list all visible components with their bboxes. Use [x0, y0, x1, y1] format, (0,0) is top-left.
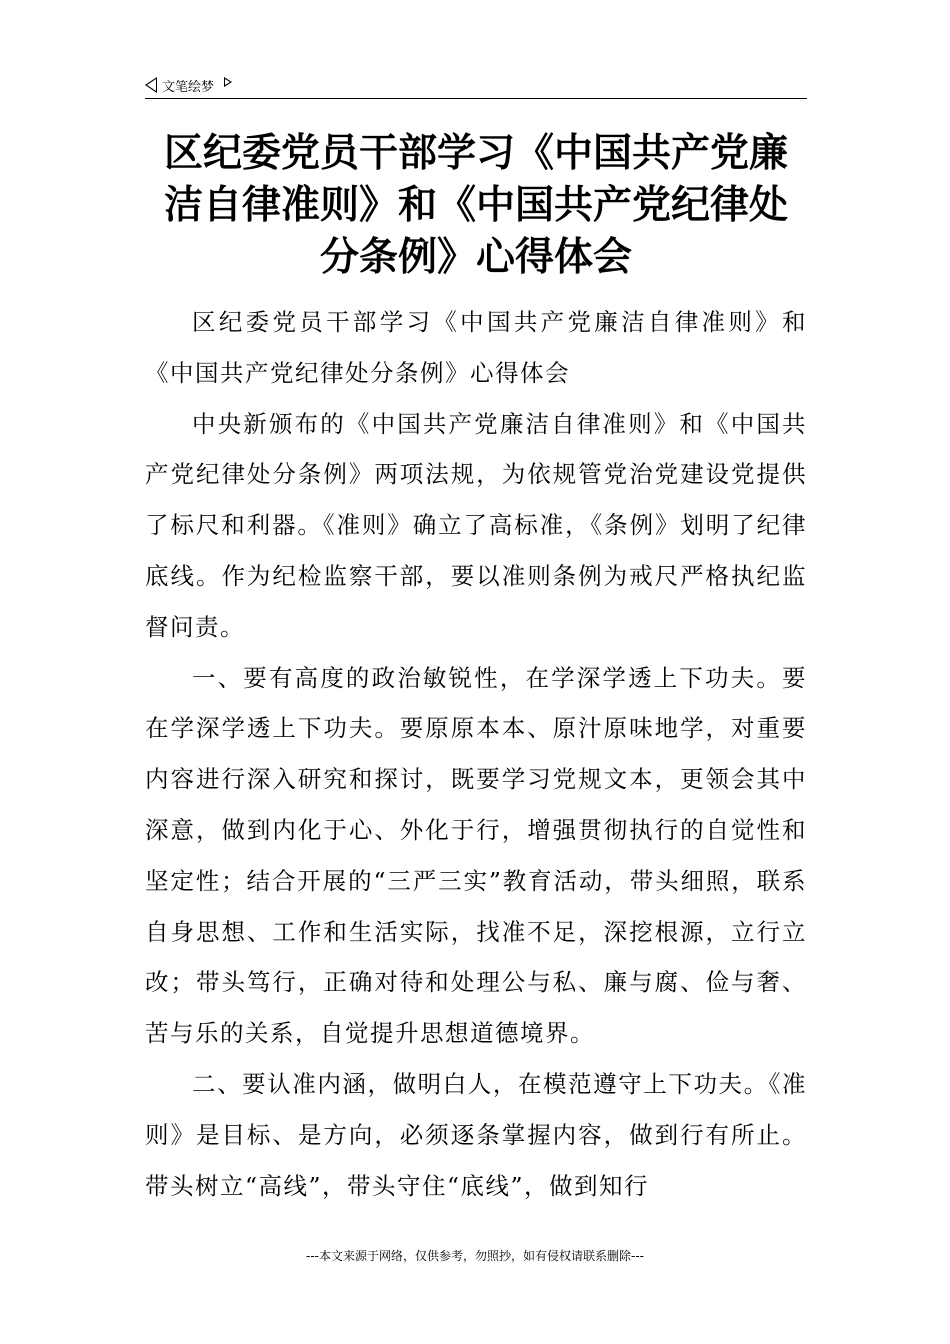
document-title: 区纪委党员干部学习《中国共产党廉洁自律准则》和《中国共产党纪律处分条例》心得体会	[163, 131, 788, 280]
paragraph: 中央新颁布的《中国共产党廉洁自律准则》和《中国共产党纪律处分条例》两项法规，为依规管党治党建设党提供了标尺和利器。《准则》确立了高标准，《条例》划明了纪律底线。作为纪检监察干部，要以准则条例为戒尺严格执纪监督问责。	[145, 409, 807, 641]
header-brand: 文笔绘梦	[162, 79, 215, 95]
footer-notice: ---本文来源于网络，仅供参考，勿照抄，如有侵权请联系删除---	[306, 1249, 644, 1263]
left-triangle-icon	[145, 77, 157, 93]
paragraph: 二、要认准内涵，做明白人，在模范遵守上下功夫。《准则》是目标、是方向，必须逐条掌握内容，做到行有所止。带头树立“高线”，带头守住“底线”，做到知行	[145, 1069, 807, 1200]
document-body	[145, 297, 807, 1211]
paragraph: 区纪委党员干部学习《中国共产党廉洁自律准则》和《中国共产党纪律处分条例》心得体会	[145, 308, 807, 387]
paragraph: 一、要有高度的政治敏锐性，在学深学透上下功夫。要在学深学透上下功夫。要原原本本、原汁原味地学，对重要内容进行深入研究和探讨，既要学习党规文本，更领会其中深意，做到内化于心、外化于行，增强贯彻执行的自觉性和坚定性；结合开展的“三严三实”教育活动，带头细照，联系自身思想、工作和生活实际，找准不足，深挖根源，立行立改；带头笃行，正确对待和处理公与私、廉与腐、俭与奢、苦与乐的关系，自觉提升思想道德境界。	[145, 663, 807, 1048]
page-header	[145, 72, 807, 99]
right-triangle-icon	[224, 77, 232, 87]
